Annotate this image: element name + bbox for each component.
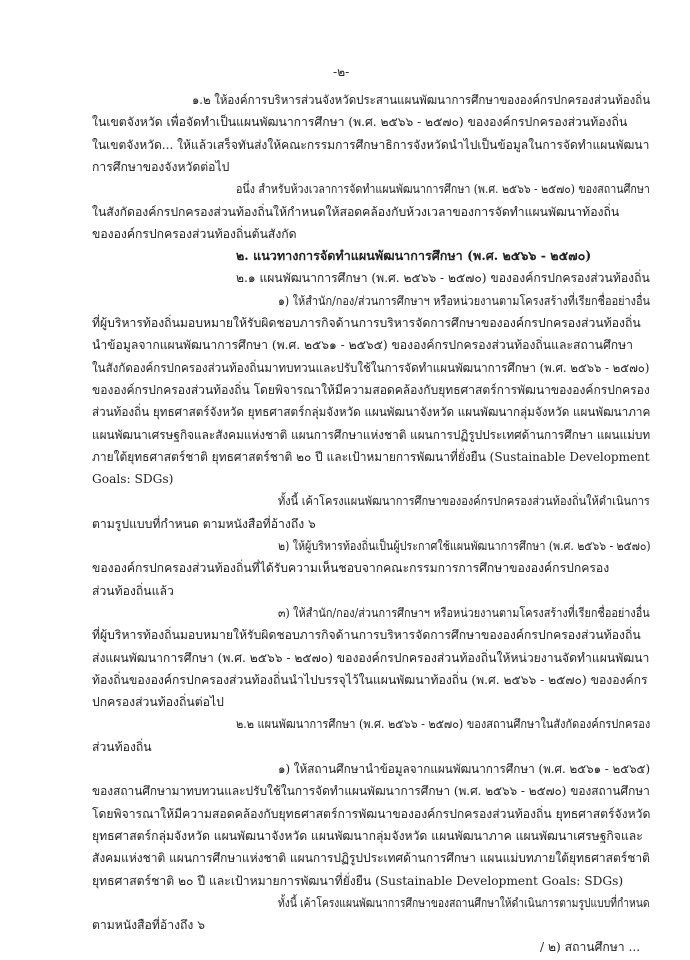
text-line: ส่วนท้องถิ่นแล้ว bbox=[92, 583, 174, 598]
subsection-heading: ๒.๒ แผนพัฒนาการศึกษา (พ.ศ. ๒๕๖๖ - ๒๕๗๐) ของสถานศึกษาในสังกัดองค์กรปกครอง bbox=[236, 717, 651, 732]
subsection-heading: ๒.๑ แผนพัฒนาการศึกษา (พ.ศ. ๒๕๖๖ - ๒๕๗๐) ขององค์กรปกครองส่วนท้องถิ่น bbox=[236, 271, 650, 286]
text-line: ท้องถิ่นขององค์กรปกครองส่วนท้องถิ่นนำไปบรรจุไว้ในแผนพัฒนาท้องถิ่น (พ.ศ. ๒๕๖๖ - ๒๕๗๐) ขององค์กร bbox=[92, 672, 648, 687]
text-line: สังคมแห่งชาติ แผนการศึกษาแห่งชาติ แผนการปฏิรูปประเทศด้านการศึกษา แผนแม่บทภายใต้ยุทธศาสตร์ชาติ bbox=[92, 851, 650, 866]
text-line: ๑) ให้สถานศึกษานำข้อมูลจากแผนพัฒนาการศึกษา (พ.ศ. ๒๕๖๑ - ๒๕๖๕) bbox=[278, 762, 651, 776]
text-line: ในสังกัดองค์กรปกครองส่วนท้องถิ่นให้กำหนดให้สอดคล้องกับห้วงเวลาของการจัดทำแผนพัฒนาท้องถิ่น bbox=[92, 204, 620, 219]
text-line: ยุทธศาสตร์กลุ่มจังหวัด แผนพัฒนาจังหวัด แผนพัฒนากลุ่มจังหวัด แผนพัฒนาภาค แผนพัฒนาเศรษฐกิจและ bbox=[92, 828, 643, 843]
text-line: ปกครองส่วนท้องถิ่นต่อไป bbox=[92, 695, 224, 710]
text-line: อนึ่ง สำหรับห้วงเวลาการจัดทำแผนพัฒนาการศึกษา (พ.ศ. ๒๕๖๖ - ๒๕๗๐) ของสถานศึกษา bbox=[236, 182, 650, 197]
text-line: ยุทธศาสตร์ชาติ ๒๐ ปี และเป้าหมายการพัฒนาที่ยั่งยืน (Sustainable Development Goals: SDGs) bbox=[92, 873, 624, 888]
text-line: ทั้งนี้ เค้าโครงแผนพัฒนาการศึกษาของสถานศึกษาให้ดำเนินการตามรูปแบบที่กำหนด bbox=[278, 895, 650, 910]
text-line: ส่วนท้องถิ่น bbox=[92, 739, 152, 754]
text-line: ในสังกัดองค์กรปกครองส่วนท้องถิ่นมาทบทวนและปรับใช้ในการจัดทำแผนพัฒนาการศึกษา (พ.ศ. ๒๕๖๖ - ๒๕๗๐) bbox=[92, 360, 650, 375]
text-line: ทั้งนี้ เค้าโครงแผนพัฒนาการศึกษาขององค์กรปกครองส่วนท้องถิ่นให้ดำเนินการ bbox=[278, 494, 650, 509]
text-line: ส่วนท้องถิ่น ยุทธศาสตร์จังหวัด ยุทธศาสตร์กลุ่มจังหวัด แผนพัฒนาจังหวัด แผนพัฒนากลุ่มจังหวัด แผนพัฒนาภาค bbox=[92, 405, 651, 420]
text-line: แผนพัฒนาเศรษฐกิจและสังคมแห่งชาติ แผนการศึกษาแห่งชาติ แผนการปฏิรูปประเทศด้านการศึกษา แผนแม่บท bbox=[92, 427, 651, 442]
text-line: ตามหนังสือที่อ้างถึง ๖ bbox=[92, 918, 205, 933]
text-line: ในเขตจังหวัด... ให้แล้วเสร็จทันส่งให้คณะกรรมการศึกษาธิการจังหวัดนำไปเป็นข้อมูลในการจัดทำแผนพัฒนา bbox=[92, 137, 650, 152]
text-line: ๓) ให้สำนัก/กอง/ส่วนการศึกษาฯ หรือหน่วยงานตามโครงสร้างที่เรียกชื่ออย่างอื่น bbox=[278, 605, 650, 620]
text-line: ขององค์กรปกครองส่วนท้องถิ่นที่ได้รับความเห็นชอบจากคณะกรรมการการศึกษาขององค์กรปกครอง bbox=[92, 561, 610, 576]
text-line: ๑.๒ ให้องค์การบริหารส่วนจังหวัดประสานแผนพัฒนาการศึกษาขององค์กรปกครองส่วนท้องถิ่น bbox=[192, 93, 651, 107]
text-line: ที่ผู้บริหารท้องถิ่นมอบหมายให้รับผิดชอบภารกิจด้านการบริหารจัดการศึกษาขององค์กรปกครองส่วนท้องถิ่น bbox=[92, 628, 641, 643]
text-line: ๑) ให้สำนัก/กอง/ส่วนการศึกษาฯ หรือหน่วยงานตามโครงสร้างที่เรียกชื่ออย่างอื่น bbox=[278, 293, 651, 308]
page-number: -๒- bbox=[333, 65, 350, 79]
text-line: นำข้อมูลจากแผนพัฒนาการศึกษา (พ.ศ. ๒๕๖๑ - ๒๕๖๕) ขององค์กรปกครองส่วนท้องถิ่นและสถานศึกษา bbox=[92, 338, 633, 353]
text-line: ภายใต้ยุทธศาสตร์ชาติ ยุทธศาสตร์ชาติ ๒๐ ปี และเป้าหมายการพัฒนาที่ยั่งยืน (Sustainable Development bbox=[92, 449, 650, 464]
text-line: ๒) ให้ผู้บริหารท้องถิ่นเป็นผู้ประกาศใช้แผนพัฒนาการศึกษา (พ.ศ. ๒๕๖๖ - ๒๕๗๐) bbox=[278, 539, 651, 553]
section-heading: ๒. แนวทางการจัดทำแผนพัฒนาการศึกษา (พ.ศ. ๒๕๖๖ - ๒๕๗๐) bbox=[236, 248, 592, 264]
text-line: ในเขตจังหวัด เพื่อจัดทำเป็นแผนพัฒนาการศึกษา (พ.ศ. ๒๕๖๖ - ๒๕๗๐) ขององค์กรปกครองส่วนท้องถิ่น bbox=[92, 115, 628, 130]
continuation-marker: / ๒) สถานศึกษา ... bbox=[540, 940, 641, 955]
text-line: ตามรูปแบบที่กำหนด ตามหนังสือที่อ้างถึง ๖ bbox=[92, 516, 316, 531]
text-line: Goals: SDGs) bbox=[92, 472, 174, 487]
text-line: ขององค์กรปกครองส่วนท้องถิ่นต้นสังกัด bbox=[92, 226, 297, 241]
text-line: โดยพิจารณาให้มีความสอดคล้องกับยุทธศาสตร์การพัฒนาขององค์กรปกครองส่วนท้องถิ่น ยุทธศาสตร์จังหวัด bbox=[92, 806, 651, 821]
text-line: ที่ผู้บริหารท้องถิ่นมอบหมายให้รับผิดชอบภารกิจด้านการบริหารจัดการศึกษาขององค์กรปกครองส่วนท้องถิ่น bbox=[92, 316, 641, 330]
text-line: ของสถานศึกษามาทบทวนและปรับใช้ในการจัดทำแผนพัฒนาการศึกษา (พ.ศ. ๒๕๖๖ - ๒๕๗๐) ของสถานศึกษา bbox=[92, 784, 650, 799]
text-line: การศึกษาของจังหวัดต่อไป bbox=[92, 159, 230, 174]
text-line: ขององค์กรปกครองส่วนท้องถิ่น โดยพิจารณาให้มีความสอดคล้องกับยุทธศาสตร์การพัฒนาขององค์กรปกครอง bbox=[92, 382, 650, 397]
text-line: ส่งแผนพัฒนาการศึกษา (พ.ศ. ๒๕๖๖ - ๒๕๗๐) ขององค์กรปกครองส่วนท้องถิ่นให้หน่วยงานจัดทำแผนพัฒนา bbox=[92, 650, 650, 665]
